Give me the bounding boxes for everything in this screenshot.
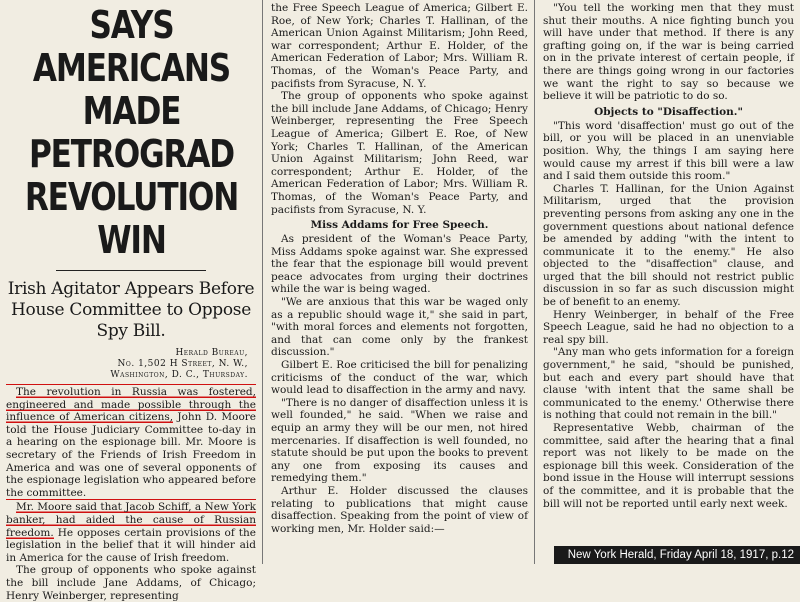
paragraph: "There is no danger of disaffection unless it is well founded," he said. "When we raise and equip an army they will be our men, not hired mercenaries. If disaffection is well founded, no statute should be put upon the books to prevent any one from exposing its causes and remedying them.": [271, 396, 528, 485]
headline-rule: [56, 270, 206, 271]
section-heading: Miss Addams for Free Speech.: [310, 219, 489, 232]
source-caption: New York Herald, Friday April 18, 1917, p.12: [554, 546, 800, 564]
section-heading: Objects to "Disaffection.": [594, 105, 743, 118]
paragraph: "We are anxious that this war be waged only as a republic should wage it," she said in part, "with moral forces and elements not forgotten, and that can come only by the frankest discussion.": [271, 296, 528, 359]
dateline-address: No. 1,502 H Street, N. W.,: [117, 359, 248, 369]
paragraph: Gilbert E. Roe criticised the bill for penalizing criticisms of the conduct of the war, which would lead to disaffection in the army and navy.: [271, 359, 528, 397]
paragraph: Representative Webb, chairman of the committee, said after the hearing that a final report was not likely to be made on the espionage bill this week. Consideration of the bond issue in the House will interrupt sessions of the committee, and it is probable that the bill will not be reported until early next week.: [543, 422, 794, 510]
paragraph-text: John D. Moore told the House Judiciary Committee to-day in a hearing on the espionage bill. Mr. Moore is secretary of the Friends of Irish Freedom in America and was one of several opponents of the espionage legislation who appeared before the committee.: [6, 411, 256, 499]
paragraph: the Free Speech League of America; Gilbert E. Roe, of New York; Charles T. Hallinan, of the American Union Against Militarism; John Reed, war correspondent; Arthur E. Holder, of the American Federation of Labor; Mrs. William R. Thomas, of the Woman's Peace Party, and pacifists from Syracuse, N. Y.: [271, 2, 528, 90]
paragraph: [6, 384, 256, 499]
subhead: Irish Agitator Appears Before House Committee to Oppose Spy Bill.: [7, 279, 255, 341]
paragraph: The group of opponents who spoke against the bill include Jane Addams, of Chicago; Henry Weinberger, representing the Free Speech League of America; Gilbert E. Roe, of New York; Charles T. Hallinan, of the American Union Against Militarism; John Reed, war correspondent; Arthur E. Holder, of the American Federation of Labor; Mrs. William R. Thomas, of the Woman's Peace Party, and pacifists from Syracuse, N. Y.: [271, 90, 528, 216]
dateline-bureau: Herald Bureau,: [175, 348, 248, 358]
column-1: [0, 0, 262, 602]
paragraph-text: He opposes certain provisions of the legislation in the belief that it will hinder aid in America for the cause of Irish freedom.: [6, 526, 256, 564]
highlighted-text: The revolution in Russia was fostered, engineered and made possible through the influence of American citizens,: [6, 386, 256, 424]
column-2: [262, 0, 534, 564]
paragraph: "This word 'disaffection' must go out of the bill, or you will be placed in an unenviable position. Why, the things I am saying here would cause my arrest if this bill were a law and I said them outside this room.": [543, 119, 794, 183]
column-3: [534, 0, 800, 564]
paragraph: As president of the Woman's Peace Party, Miss Addams spoke against war. She expressed the fear that the espionage bill would prevent peace advocates from urging their doctrines while the war is being waged.: [271, 233, 528, 296]
highlighted-text: Mr. Moore said that Jacob Schiff, a New York banker, had aided the cause of Russian freedom.: [6, 501, 256, 539]
paragraph: Charles T. Hallinan, for the Union Against Militarism, urged that the provision preventing persons from asking any one in the government questions about national defence be amended by adding "with the intent to communicate it to the enemy." He also objected to the "disaffection" clause, and urged that the bill should not restrict public discussion in so far as such discussion might be of benefit to an enemy.: [543, 182, 794, 309]
dateline-city: Washington, D. C., Thursday.: [110, 370, 248, 380]
headline: SAYS AMERICANS MADE PETROGRAD REVOLUTION WIN: [24, 3, 238, 262]
paragraph: "Any man who gets information for a foreign government," he said, "should be punished, but each and every part should have that clause 'with intent that the same shall be communicated to the enemy.' Otherwise there is nothing that could not remain in the bill.": [543, 346, 794, 422]
paragraph: "You tell the working men that they must shut their mouths. A nice fighting bunch you will have under that method. If there is any grafting going on, if the war is being carried on in the private interest of certain people, if there are things going wrong in our factories we want the right to say so because we believe it will be patriotic to do so.: [543, 2, 794, 103]
paragraph: The group of opponents who spoke against the bill include Jane Addams, of Chicago; Henry Weinberger, representing: [6, 564, 256, 602]
paragraph: Arthur E. Holder discussed the clauses relating to publications that might cause disaffection. Speaking from the point of view of working men, Mr. Holder said:—: [271, 484, 528, 535]
paragraph: [6, 499, 256, 564]
paragraph: Henry Weinberger, in behalf of the Free Speech League, said he had no objection to a real spy bill.: [543, 308, 794, 346]
